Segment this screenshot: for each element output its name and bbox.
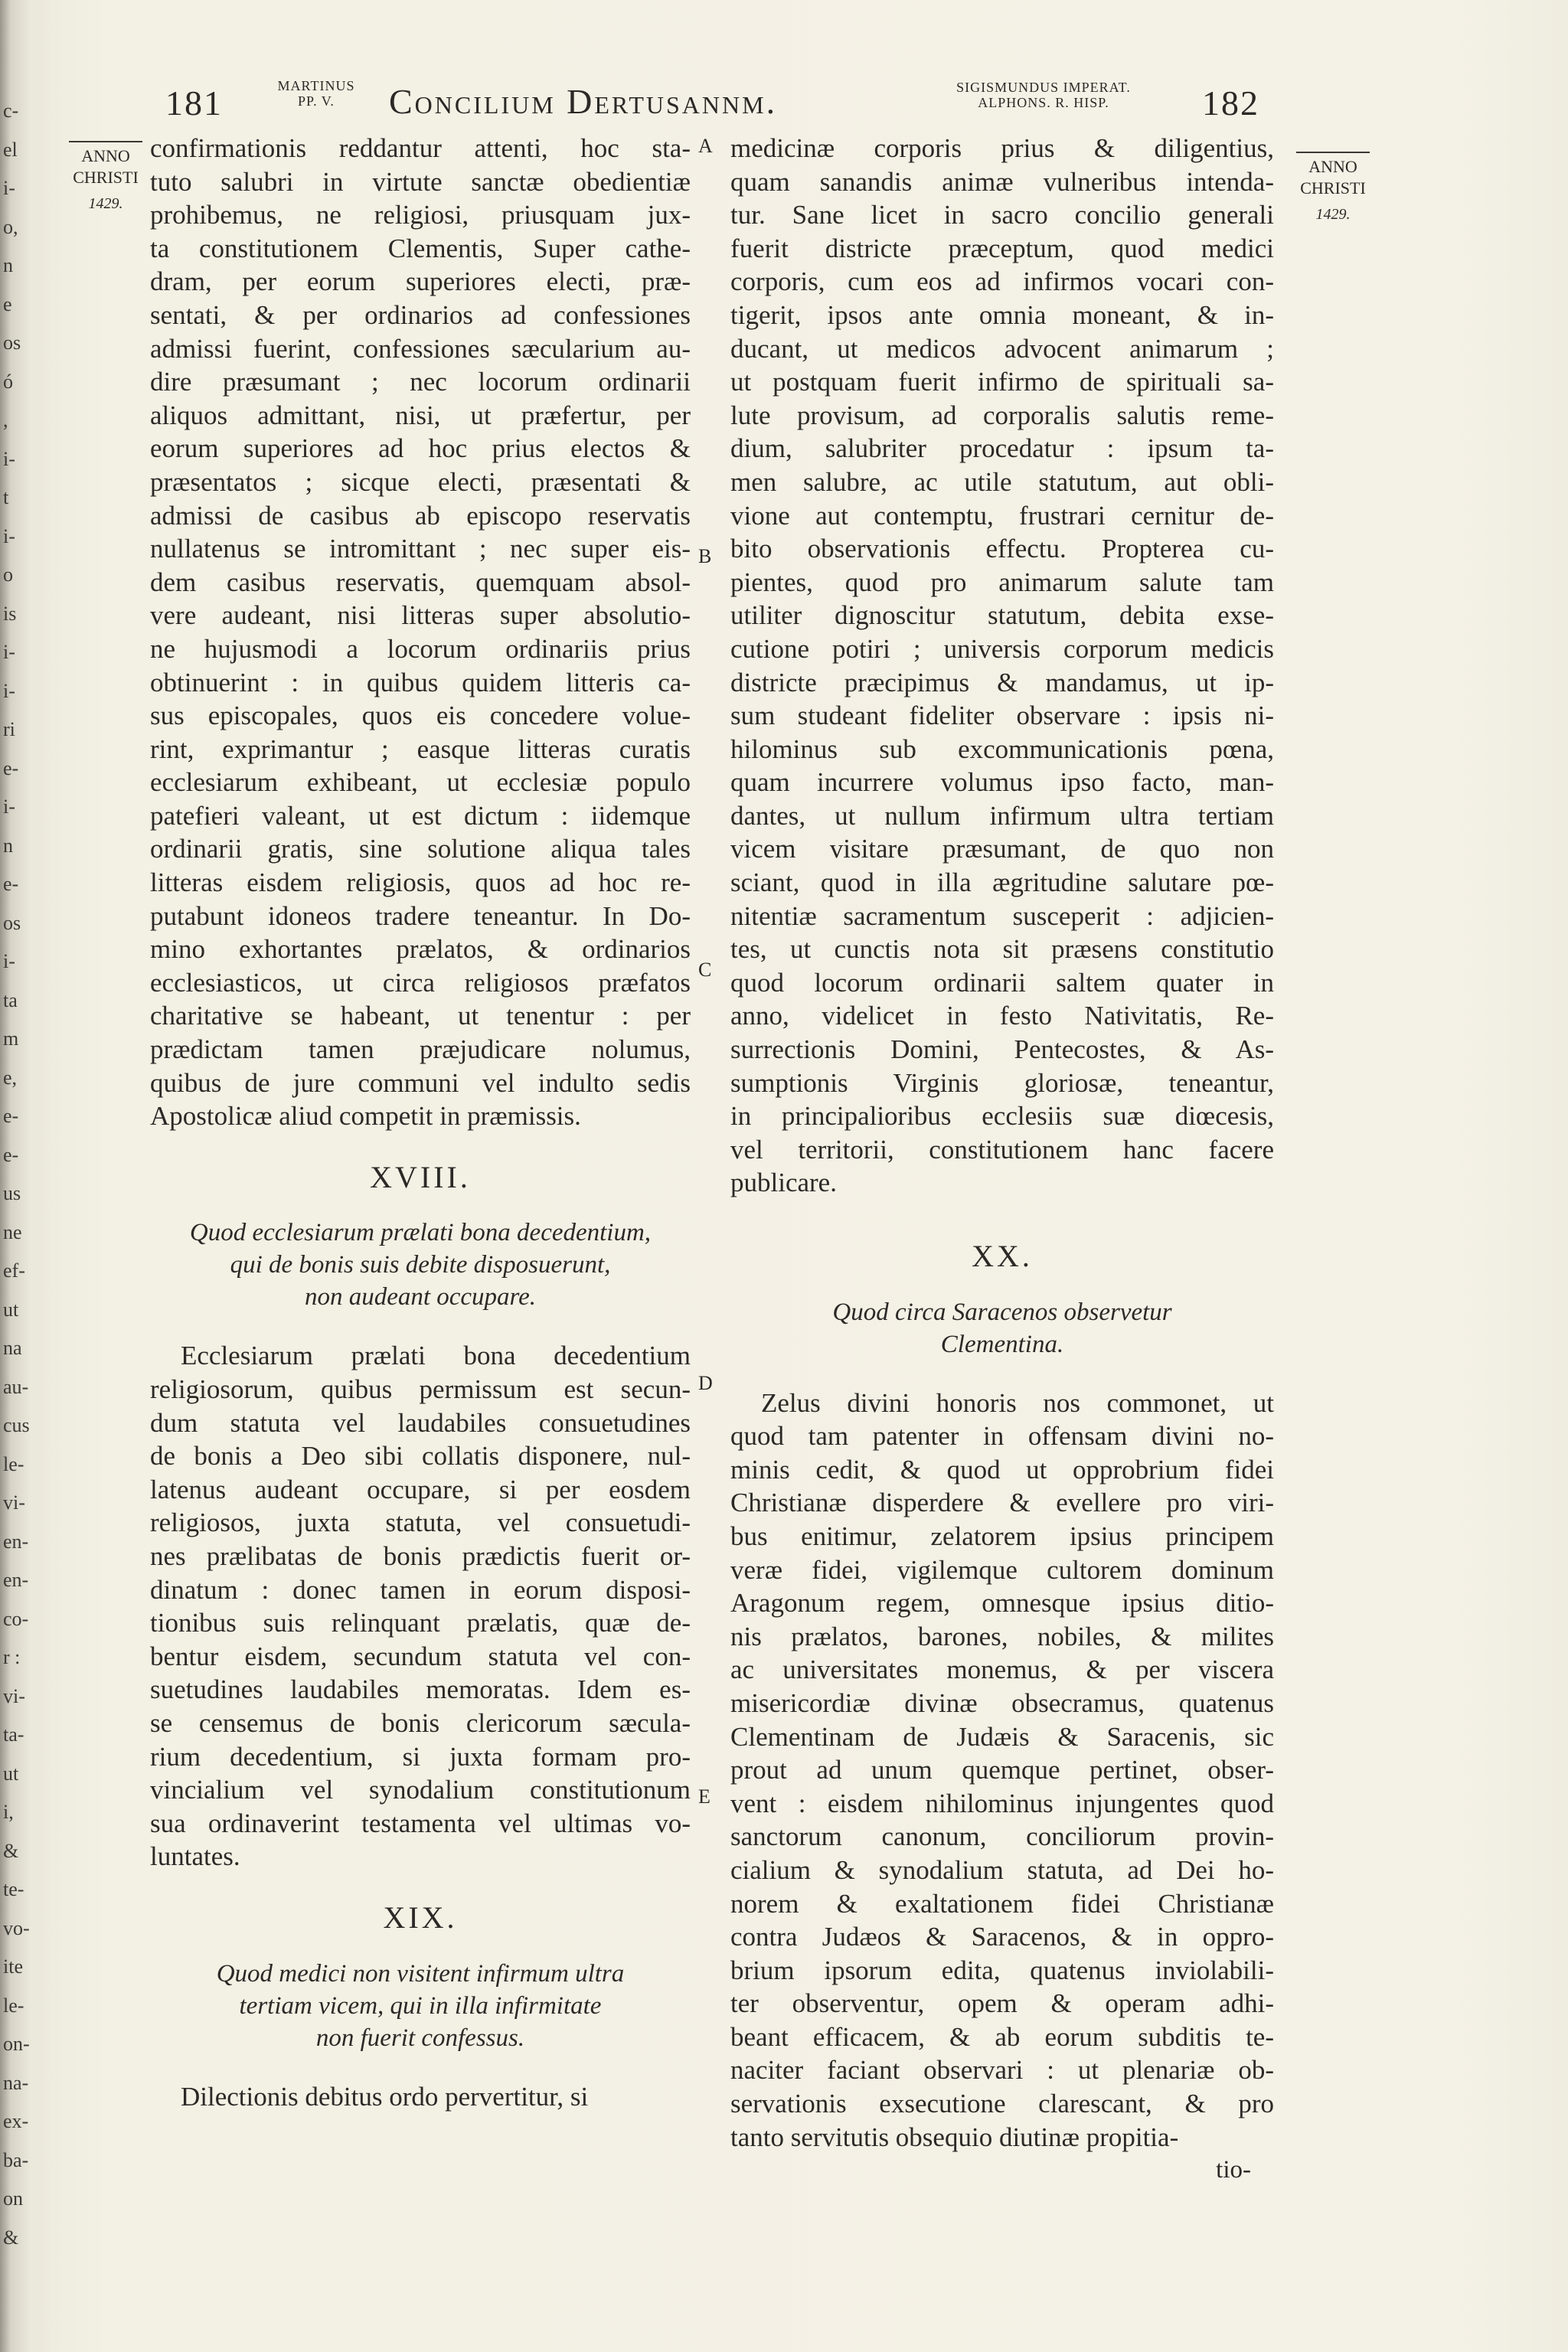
strip-fragment: e bbox=[3, 292, 12, 315]
text-line: ne hujusmodi a locorum ordinariis prius bbox=[150, 633, 691, 664]
text-line: admissi fuerint, confessiones sæcularium au- bbox=[150, 333, 691, 364]
paragraph bbox=[150, 1339, 691, 1873]
text-line: latenus audeant occupare, si per eosdem bbox=[150, 1474, 691, 1504]
section-title bbox=[150, 1217, 691, 1313]
margin-rule bbox=[1296, 152, 1370, 153]
text-line: patefieri valeant, ut est dictum : iidemque bbox=[150, 800, 691, 831]
margin-anno: ANNO bbox=[1308, 157, 1357, 176]
text-line: prohibemus, ne religiosi, priusquam jux- bbox=[150, 200, 691, 230]
text-line: religiosos, juxta statuta, vel consuetudi- bbox=[150, 1508, 691, 1538]
text-line: ecclesiasticos, ut circa religiosos præfatos bbox=[150, 967, 691, 998]
strip-fragment: o bbox=[3, 564, 13, 586]
header-right-note-top: SIGISMUNDUS IMPERAT. bbox=[956, 80, 1131, 95]
text-line: Clementinam de Judæis & Saracenis, sic bbox=[730, 1721, 1274, 1752]
header-right-note-bottom: ALPHONS. R. HISP. bbox=[978, 95, 1109, 110]
text-line: districte præcipimus & mandamus, ut ip- bbox=[730, 667, 1274, 697]
text-line: quod locorum ordinarii saltem quater in bbox=[730, 967, 1274, 998]
text-line: dram, per eorum superiores electi, præ- bbox=[150, 266, 691, 297]
text-line: vent : eisdem nihilominus injungentes quod bbox=[730, 1788, 1274, 1818]
text-line: publicare. bbox=[730, 1168, 837, 1198]
margin-rule bbox=[69, 141, 142, 142]
text-line: de bonis a Deo sibi collatis disponere, nul- bbox=[150, 1441, 691, 1472]
text-line: qui de bonis suis debite disposuerunt, bbox=[230, 1251, 611, 1279]
strip-fragment: i- bbox=[3, 679, 15, 702]
text-line: charitative se habeant, ut tenentur : per bbox=[150, 1001, 691, 1031]
text-line: ducant, ut medicos advocent animarum ; bbox=[730, 333, 1274, 364]
margin-year: 1429. bbox=[88, 195, 123, 212]
strip-fragment: ta- bbox=[3, 1723, 24, 1746]
text-line: rint, exprimantur ; easque litteras curatis bbox=[150, 733, 691, 764]
strip-fragment: el bbox=[3, 138, 18, 161]
strip-fragment: ex- bbox=[3, 2110, 29, 2132]
text-line: in principalioribus ecclesiis suæ diœcesis, bbox=[730, 1101, 1274, 1132]
header-left-note bbox=[259, 78, 374, 109]
paragraph bbox=[150, 132, 691, 1133]
text-line: non audeant occupare. bbox=[304, 1283, 537, 1312]
text-line: Apostolicæ aliud competit in præmissis. bbox=[150, 1101, 581, 1132]
text-line: vione aut contemptu, frustrari cernitur de- bbox=[730, 500, 1274, 531]
header-left-note-bottom: PP. V. bbox=[298, 93, 335, 109]
paragraph bbox=[730, 1387, 1274, 2154]
strip-fragment: ef- bbox=[3, 1259, 25, 1282]
text-line: Clementina. bbox=[940, 1330, 1064, 1358]
strip-fragment: e- bbox=[3, 1105, 19, 1127]
margin-note-left bbox=[66, 141, 145, 214]
text-line: religiosorum, quibus permissum est secun- bbox=[150, 1374, 691, 1404]
section-number: XIX. bbox=[383, 1900, 458, 1935]
strip-fragment: i- bbox=[3, 177, 15, 199]
text-line: fuerit districte præceptum, quod medici bbox=[730, 233, 1274, 263]
text-line: Ecclesiarum prælati bona decedentium bbox=[181, 1341, 691, 1371]
text-line: aliquos admittant, nisi, ut præfertur, per bbox=[150, 400, 691, 430]
text-line: prædictam tamen præjudicare nolumus, bbox=[150, 1034, 691, 1065]
strip-fragment: os bbox=[3, 332, 21, 354]
text-line: admissi de casibus ab episcopo reservatis bbox=[150, 500, 691, 531]
text-line: dire præsumant ; nec locorum ordinarii bbox=[150, 367, 691, 397]
text-line: sus episcopales, quos eis concedere volue- bbox=[150, 701, 691, 731]
section-number: XVIII. bbox=[370, 1159, 471, 1194]
previous-page-edge bbox=[0, 0, 40, 2352]
text-line: brium ipsorum edita, quatenus inviolabili- bbox=[730, 1955, 1274, 1985]
text-line: ter observentur, opem & operam adhi- bbox=[730, 1988, 1274, 2019]
text-line: sentati, & per ordinarios ad confessiones bbox=[150, 299, 691, 330]
text-line: putabunt idoneos tradere teneantur. In Do- bbox=[150, 900, 691, 931]
section-letter-c: C bbox=[698, 959, 712, 981]
strip-fragment: n bbox=[3, 254, 13, 276]
text-line: cialium & synodalium statuta, ad Dei ho- bbox=[730, 1854, 1274, 1885]
text-line: vicem visitare præsumant, de quo non bbox=[730, 834, 1274, 864]
text-line: suetudines laudabiles memoratas. Idem es- bbox=[150, 1674, 691, 1705]
strip-fragment: us bbox=[3, 1182, 21, 1204]
text-line: tur. Sane licet in sacro concilio generali bbox=[730, 200, 1274, 230]
text-line: bito observationis effectu. Propterea cu- bbox=[730, 534, 1274, 564]
text-line: lute provisum, ad corporalis salutis reme- bbox=[730, 400, 1274, 430]
margin-year: 1429. bbox=[1315, 206, 1351, 223]
strip-fragment: en- bbox=[3, 1530, 29, 1553]
strip-fragment: is bbox=[3, 602, 17, 625]
text-line: ac universitates monemus, & per viscera bbox=[730, 1655, 1274, 1685]
text-line: sciant, quod in illa ægritudine salutare pœ- bbox=[730, 867, 1274, 898]
header-left-note-top: MARTINUS bbox=[277, 78, 355, 93]
text-line: nis prælatos, barones, nobiles, & milites bbox=[730, 1621, 1274, 1651]
text-line: pientes, quod pro animarum salute tam bbox=[730, 567, 1274, 597]
text-line: ecclesiarum exhibeant, ut ecclesiæ populo bbox=[150, 767, 691, 798]
text-line: nitentiæ sacramentum susceperit : adjicien- bbox=[730, 900, 1274, 931]
text-line: vincialium vel synodalium constitutionum bbox=[150, 1775, 691, 1805]
text-line: hilominus sub excommunicationis pœna, bbox=[730, 733, 1274, 764]
text-line: tigerit, ipsos ante omnia moneant, & in- bbox=[730, 299, 1274, 330]
text-line: Christianæ disperdere & evellere pro viri- bbox=[730, 1488, 1274, 1518]
text-line: men salubre, ac utile statutum, aut obli- bbox=[730, 466, 1274, 497]
text-line: præsentatos ; sicque electi, præsentati & bbox=[150, 466, 691, 497]
strip-fragment: & bbox=[3, 2226, 19, 2249]
section-letter-b: B bbox=[698, 545, 712, 567]
strip-fragment: i- bbox=[3, 950, 15, 972]
strip-fragment: m bbox=[3, 1027, 19, 1050]
text-line: luntates. bbox=[150, 1841, 240, 1872]
text-line: bus enitimur, zelatorem ipsius principem bbox=[730, 1521, 1274, 1551]
strip-fragment: e- bbox=[3, 1143, 19, 1166]
text-line: bentur eisdem, secundum statuta vel con- bbox=[150, 1641, 691, 1671]
strip-fragment: ne bbox=[3, 1220, 22, 1243]
strip-fragment: e- bbox=[3, 756, 19, 779]
text-line: Dilectionis debitus ordo pervertitur, si bbox=[181, 2081, 589, 2112]
strip-fragment: te- bbox=[3, 1878, 24, 1900]
text-line: servationis exsecutione clarescant, & pro bbox=[730, 2089, 1274, 2119]
text-line: utiliter dignoscitur statutum, debita exse- bbox=[730, 600, 1274, 631]
strip-fragment: on- bbox=[3, 2033, 30, 2055]
text-line: minis cedit, & quod ut opprobrium fidei bbox=[730, 1454, 1274, 1485]
text-line: vere audeant, nisi litteras super absolutio- bbox=[150, 600, 691, 631]
text-line: quod tam patenter in offensam divini no- bbox=[730, 1421, 1274, 1452]
margin-christi: CHRISTI bbox=[1300, 178, 1366, 198]
strip-fragment: i- bbox=[3, 447, 15, 470]
text-line: tanto servitutis obsequio diutinæ propitia- bbox=[730, 2122, 1179, 2152]
strip-fragment: ite bbox=[3, 1955, 23, 1978]
header-right-note bbox=[925, 80, 1162, 110]
text-line: rium decedentium, si juxta formam pro- bbox=[150, 1741, 691, 1772]
text-line: tionibus suis relinquant prælatis, quæ de- bbox=[150, 1608, 691, 1638]
strip-fragment: co- bbox=[3, 1607, 29, 1630]
text-line: dum statuta vel laudabiles consuetudines bbox=[150, 1407, 691, 1438]
text-line: nes prælibatas de bonis prædictis fuerit or- bbox=[150, 1540, 691, 1571]
left-column bbox=[150, 132, 691, 2113]
text-line: quam sanandis animæ vulneribus intenda- bbox=[730, 166, 1274, 197]
strip-fragment: c- bbox=[3, 100, 19, 122]
strip-fragment: le- bbox=[3, 1994, 24, 2017]
page-header bbox=[0, 77, 1568, 138]
text-line: ordinarii gratis, sine solutione aliqua tales bbox=[150, 834, 691, 864]
strip-fragment: ut bbox=[3, 1762, 19, 1785]
strip-fragment: os bbox=[3, 911, 21, 934]
text-line: eorum superiores ad hoc prius electos & bbox=[150, 433, 691, 464]
strip-fragment: i- bbox=[3, 795, 15, 818]
text-line: tertiam vicem, qui in illa infirmitate bbox=[239, 1991, 602, 2020]
strip-fragment: vi- bbox=[3, 1684, 25, 1707]
section-letter-e: E bbox=[698, 1785, 710, 1808]
section-letter-d: D bbox=[698, 1372, 713, 1394]
strip-fragment: , bbox=[3, 409, 8, 431]
text-line: anno, videlicet in festo Nativitatis, Re- bbox=[730, 1001, 1274, 1031]
strip-fragment: ut bbox=[3, 1298, 19, 1321]
margin-anno: ANNO bbox=[81, 146, 130, 165]
strip-fragment: & bbox=[3, 1839, 19, 1862]
text-line: se censemus de bonis clericorum sæcula- bbox=[150, 1707, 691, 1738]
text-line: contra Judæos & Saracenos, & in oppro- bbox=[730, 1922, 1274, 1952]
strip-fragment: o, bbox=[3, 215, 18, 238]
strip-fragment: n bbox=[3, 834, 13, 857]
strip-fragment: vi- bbox=[3, 1491, 25, 1514]
right-page-number: 182 bbox=[1202, 83, 1259, 122]
strip-fragment: r : bbox=[3, 1646, 21, 1668]
margin-christi: CHRISTI bbox=[73, 168, 139, 187]
text-line: Quod circa Saracenos observetur bbox=[832, 1298, 1172, 1326]
section-title bbox=[150, 1958, 691, 2054]
section-number: XX. bbox=[972, 1239, 1033, 1273]
strip-fragment: t bbox=[3, 486, 9, 508]
text-line: Quod medici non visitent infirmum ultra bbox=[216, 1959, 625, 1988]
text-line: dinatum : donec tamen in eorum disposi- bbox=[150, 1574, 691, 1605]
strip-fragment: vo- bbox=[3, 1916, 30, 1939]
text-line: beant efficacem, & ab eorum subditis te- bbox=[730, 2021, 1274, 2052]
margin-note-right bbox=[1291, 152, 1375, 225]
left-page-number: 181 bbox=[165, 83, 223, 122]
text-line: dium, salubriter procedatur : ipsum ta- bbox=[730, 433, 1274, 464]
strip-fragment: en- bbox=[3, 1569, 29, 1591]
text-line: misericordiæ divinæ obsecramus, quatenus bbox=[730, 1687, 1274, 1718]
text-line: confirmationis reddantur attenti, hoc sta- bbox=[150, 133, 691, 163]
strip-fragment: on bbox=[3, 2187, 23, 2210]
strip-fragment: ta bbox=[3, 988, 18, 1011]
text-line: Aragonum regem, omnesque ipsius ditio- bbox=[730, 1588, 1274, 1619]
text-line: mino exhortantes prælatos, & ordinarios bbox=[150, 934, 691, 965]
text-line: obtinuerint : in quibus quidem litteris ca- bbox=[150, 667, 691, 697]
paragraph bbox=[150, 2080, 691, 2114]
text-line: norem & exaltationem fidei Christianæ bbox=[730, 1888, 1274, 1919]
strip-fragment: i- bbox=[3, 524, 15, 547]
strip-fragment: ri bbox=[3, 718, 15, 740]
text-line: sum studeant fideliter observare : ipsis ni- bbox=[730, 701, 1274, 731]
text-line: cutione potiri ; universis corporum medicis bbox=[730, 633, 1274, 664]
strip-fragment: e- bbox=[3, 873, 19, 895]
section-letter-a: A bbox=[698, 135, 713, 157]
text-line: medicinæ corporis prius & diligentius, bbox=[730, 133, 1274, 163]
text-line: quibus de jure communi vel indulto sedis bbox=[150, 1067, 691, 1098]
section-title bbox=[730, 1296, 1274, 1361]
text-line: dem casibus reservatis, quemquam absol- bbox=[150, 567, 691, 597]
strip-fragment: ó bbox=[3, 370, 13, 393]
text-line: surrectionis Domini, Pentecostes, & As- bbox=[730, 1034, 1274, 1065]
text-line: ut postquam fuerit infirmo de spirituali sa- bbox=[730, 367, 1274, 397]
strip-fragment: au- bbox=[3, 1375, 29, 1398]
strip-fragment: cus bbox=[3, 1414, 30, 1436]
text-line: sumptionis Virginis gloriosæ, teneantur, bbox=[730, 1067, 1274, 1098]
strip-fragment: na- bbox=[3, 2071, 29, 2094]
text-line: Zelus divini honoris nos commonet, ut bbox=[761, 1387, 1274, 1418]
text-line: tes, ut cunctis nota sit præsens constitutio bbox=[730, 934, 1274, 965]
text-line: sua ordinaverint testamenta vel ultimas vo- bbox=[150, 1808, 691, 1838]
text-line: ta constitutionem Clementis, Super cathe- bbox=[150, 233, 691, 263]
strip-fragment: i- bbox=[3, 641, 15, 663]
text-line: naciter faciant observari : ut plenariæ ob- bbox=[730, 2055, 1274, 2086]
text-line: prout ad unum quemque pertinet, obser- bbox=[730, 1755, 1274, 1785]
text-line: sanctorum canonum, conciliorum provin- bbox=[730, 1821, 1274, 1852]
strip-fragment: na bbox=[3, 1337, 22, 1359]
text-line: non fuerit confessus. bbox=[315, 2024, 525, 2052]
running-title: Concilium Dertusannm. bbox=[389, 82, 778, 121]
text-line: corporis, cum eos ad infirmos vocari con- bbox=[730, 266, 1274, 297]
text-line: vel territorii, constitutionem hanc facere bbox=[730, 1134, 1274, 1165]
text-line: litteras eisdem religiosis, quos ad hoc re- bbox=[150, 867, 691, 898]
text-line: nullatenus se intromittant ; nec super eis- bbox=[150, 534, 691, 564]
text-line: tuto salubri in virtute sanctæ obedientiæ bbox=[150, 166, 691, 197]
catchword: tio- bbox=[1216, 2156, 1251, 2184]
text-line: dantes, ut nullum infirmum ultra tertiam bbox=[730, 800, 1274, 831]
text-line: veræ fidei, vigilemque cultorem dominum bbox=[730, 1554, 1274, 1585]
strip-fragment: i, bbox=[3, 1801, 14, 1823]
strip-fragment: e, bbox=[3, 1066, 18, 1089]
right-column bbox=[730, 132, 1274, 2187]
paragraph bbox=[730, 132, 1274, 1200]
text-line: Quod ecclesiarum prælati bona decedentium, bbox=[189, 1219, 652, 1247]
strip-fragment: le- bbox=[3, 1452, 24, 1475]
strip-fragment: ba- bbox=[3, 2148, 29, 2171]
text-line: quam incurrere volumus ipso facto, man- bbox=[730, 767, 1274, 798]
